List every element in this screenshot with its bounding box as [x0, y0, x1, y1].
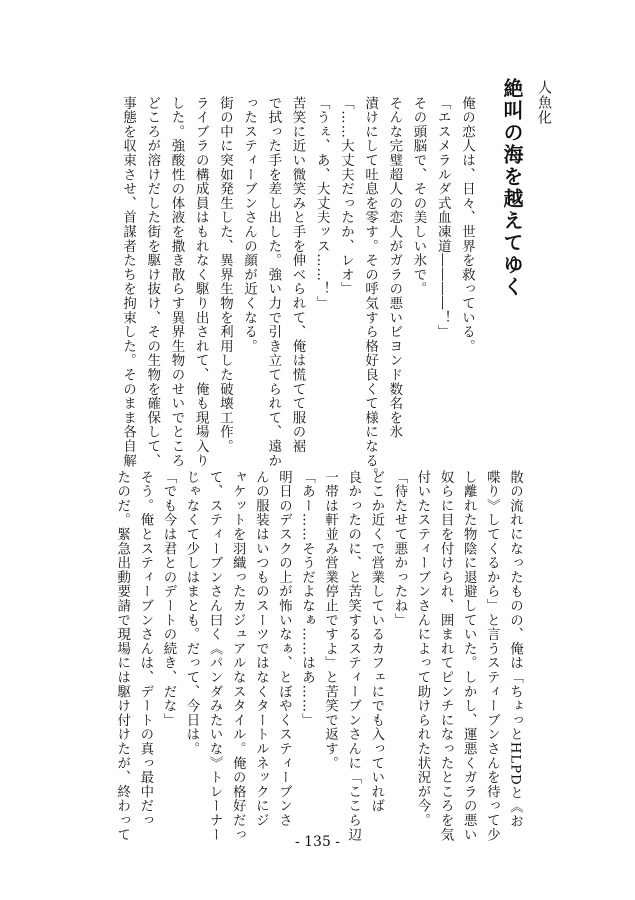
text-line: 喋り》してくるから」と言うスティーブンさんを待って少: [484, 470, 500, 842]
text-line: 苦笑に近い微笑みと手を伸べられて、俺は慌てて服の裾: [290, 96, 305, 454]
text-line: 「待たせて悪かったね」: [391, 470, 407, 628]
text-line: そう。俺とスティーブンさんは、デートの真っ最中だっ: [137, 470, 153, 828]
text-line: 散の流れになったものの、俺は「ちょっとHLPDと《お: [507, 470, 523, 829]
text-line: 「でも今は君とのデートの続き、だな」: [160, 470, 176, 728]
text-line: ったスティーブンさんの顔が近くなる。: [241, 96, 257, 354]
text-line: ライブラの構成員はもれなく駆り出されて、俺も現場入り: [193, 96, 209, 468]
text-line: 街の中に突如発生した、異界生物を利用した破壊工作。: [217, 96, 233, 454]
text-line: 俺の恋人は、日々、世界を救っている。: [459, 96, 475, 354]
text-line: 一帯は軒並み営業停止ですよ」と苦笑で返す。: [322, 470, 338, 771]
text-line: 付いたスティーブンさんによって助けられた状況が今。: [415, 470, 430, 828]
story-title: 絶叫の海を越えてゆく: [500, 78, 524, 298]
text-line: そんな完璧超人の恋人がガラの悪いビヨンド数名を氷: [386, 96, 402, 440]
text-line: て、スティーブンさん曰く《パンダみたいな》トレーナー: [207, 470, 223, 842]
text-line: した。強酸性の体液を撒き散らす異界生物のせいでところ: [169, 96, 184, 468]
text-line: ャケットを羽織ったカジュアルなスタイル。俺の格好だっ: [230, 470, 246, 842]
text-line: どこか近くで営業しているカフェにでも入っていれば: [368, 470, 384, 814]
text-line: 「……大丈夫だったか、レオ」: [338, 96, 354, 297]
text-line: 明日のデスクの上が怖いなぁ、とぼやくスティーブンさ: [276, 470, 292, 828]
text-line: 奴らに目を付けられ、囲まれてピンチになったところを気: [438, 470, 454, 842]
text-line: その頭脳で、その美しい氷で。: [411, 96, 426, 297]
text-line: どころが溶けだした街を駆け抜け、その生物を確保して、: [144, 96, 160, 468]
text-line: たのだ。緊急出動要請で現場には駆け付けたが、終わって: [114, 470, 130, 842]
text-line: 「エスメラルダ式血凍道――――！」: [435, 96, 451, 340]
text-line: で拭った手を差し出した。強い力で引き立てられて、遠か: [265, 96, 281, 468]
text-line: 良かったのに、と苦笑するスティーブンさんに「ここら辺: [345, 470, 361, 842]
text-line: 「あー……そうだよなぁ……はあ……」: [299, 470, 315, 728]
page-number: - 135 -: [294, 834, 341, 850]
text-line: し離れた物陰に退避していた。しかし、運悪くガラの悪い: [461, 470, 477, 842]
text-line: 事態を収束させ、首謀者たちを拘束した。そのまま各自解: [120, 96, 136, 468]
text-line: んの服装はいつものスーツではなくタートルネックにジ: [253, 470, 269, 828]
text-line: じゃなくて少しはまとも。だって、今日は。: [184, 470, 199, 756]
text-line: 漬けにして吐息を零す。その呼気すら格好良くて様になる。: [362, 96, 378, 483]
chapter-label: 人魚化: [536, 80, 552, 125]
text-line: 「うぇ、あ、大丈夫ッス……！」: [314, 96, 330, 311]
